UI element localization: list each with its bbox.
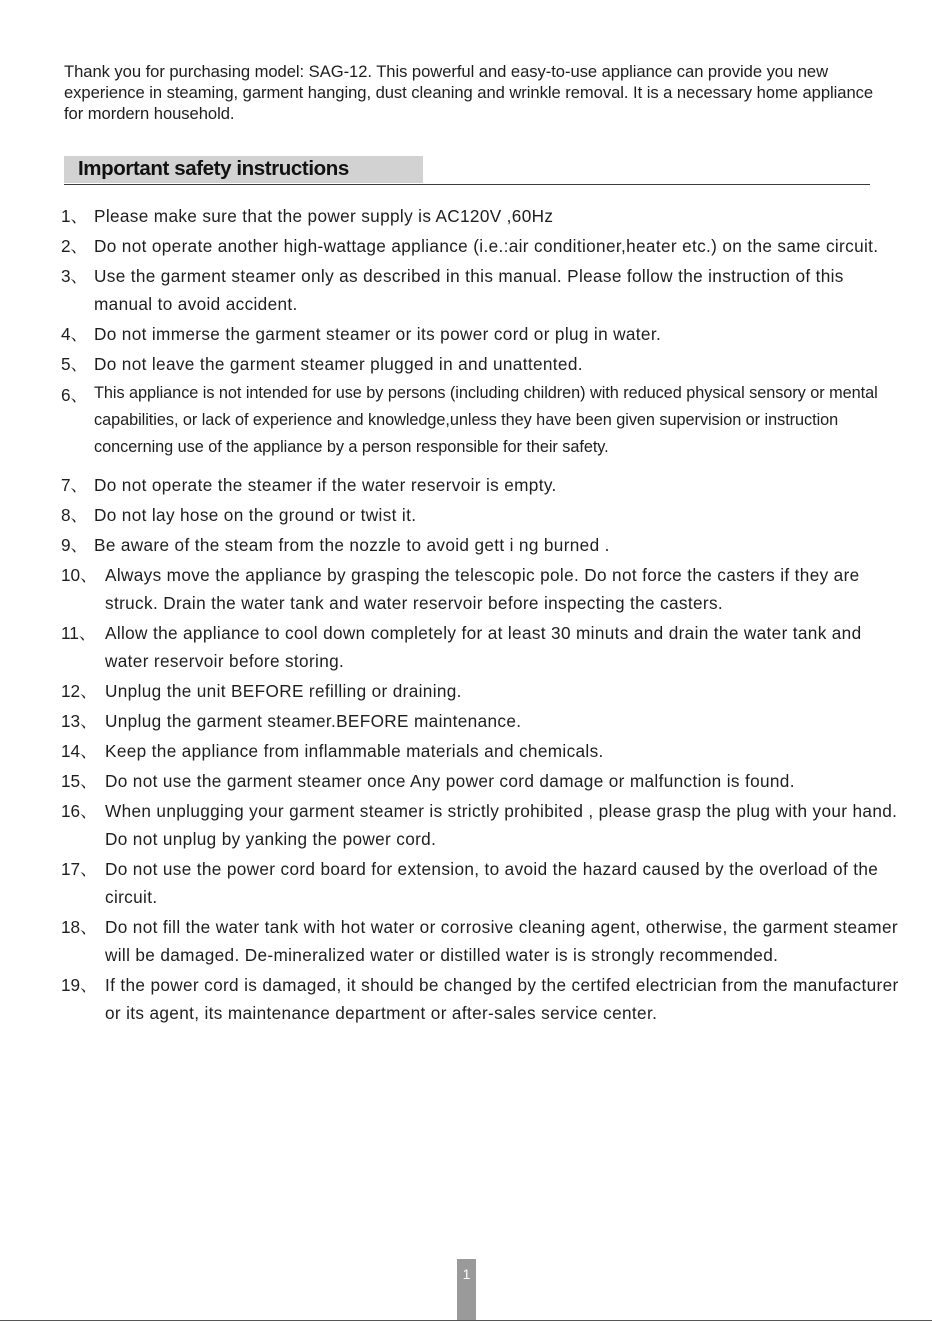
item-number: 3、 [61, 266, 88, 286]
item-number: 12、 [61, 681, 98, 701]
item-number: 16、 [61, 801, 98, 821]
item-number: 10、 [61, 565, 98, 585]
list-item [60, 913, 900, 969]
item-number: 15、 [61, 771, 98, 791]
item-text: Do not use the power cord board for extension, to avoid the hazard caused by the overload of the circuit. [105, 859, 879, 907]
item-number: 8、 [61, 505, 88, 525]
list-item [60, 707, 900, 735]
list-item [60, 971, 900, 1027]
item-text: Do not immerse the garment steamer or its power cord or plug in water. [94, 324, 662, 344]
list-item [60, 855, 900, 911]
item-text: Keep the appliance from inflammable materials and chemicals. [105, 741, 604, 761]
list-item [60, 320, 900, 348]
item-number: 17、 [61, 859, 98, 879]
item-number: 9、 [61, 535, 88, 555]
item-number: 19、 [61, 975, 98, 995]
list-item [60, 797, 900, 853]
item-text: Use the garment steamer only as described in this manual. Please follow the instruction of this manual to avoid accident. [94, 266, 844, 314]
item-text: Do not use the garment steamer once Any power cord damage or malfunction is found. [105, 771, 795, 791]
list-item [60, 380, 900, 461]
item-text: Do not operate another high-wattage appliance (i.e.:air conditioner,heater etc.) on the same circuit. [94, 236, 879, 256]
list-item [60, 737, 900, 765]
item-number: 2、 [61, 236, 88, 256]
list-item [60, 677, 900, 705]
safety-instructions-list [60, 202, 900, 1029]
item-number: 7、 [61, 475, 88, 495]
list-item [60, 232, 900, 260]
item-text: Do not operate the steamer if the water reservoir is empty. [94, 475, 557, 495]
item-text: Do not lay hose on the ground or twist it. [94, 505, 417, 525]
list-item [60, 471, 900, 499]
item-text: Unplug the garment steamer.BEFORE maintenance. [105, 711, 522, 731]
intro-paragraph: Thank you for purchasing model: SAG-12. This powerful and easy-to-use appliance can provide you new experience in steaming, garment hanging, dust cleaning and wrinkle removal. It is a necessary home appliance for mordern household. [64, 62, 874, 123]
section-title: Important safety instructions [78, 157, 349, 180]
section-header [64, 156, 870, 185]
list-item [60, 262, 900, 318]
item-text: Unplug the unit BEFORE refilling or draining. [105, 681, 462, 701]
page-number: 1 [457, 1259, 476, 1321]
list-item [60, 350, 900, 378]
list-item [60, 202, 900, 230]
item-text: If the power cord is damaged, it should be changed by the certifed electrician from the manufacturer or its agent, its maintenance department or after-sales service center. [105, 975, 899, 1023]
item-text: Please make sure that the power supply is AC120V ,60Hz [94, 206, 554, 226]
item-number: 1、 [61, 206, 88, 226]
item-text: Be aware of the steam from the nozzle to avoid gett i ng burned . [94, 535, 610, 555]
item-number: 14、 [61, 741, 98, 761]
item-text: Allow the appliance to cool down completely for at least 30 minuts and drain the water tank and water reservoir before storing. [105, 623, 862, 671]
item-text: Always move the appliance by grasping the telescopic pole. Do not force the casters if they are struck. Drain the water tank and water reservoir before inspecting the casters. [105, 565, 860, 613]
list-item [60, 619, 900, 675]
item-number: 5、 [61, 354, 88, 374]
item-text: This appliance is not intended for use by persons (including children) with reduced physical sensory or mental capabilities, or lack of experience and knowledge,unless they have been given supervision or instruction concerning use of the appliance by a person responsible for their safety. [94, 384, 878, 456]
item-number: 11、 [61, 623, 97, 643]
item-text: Do not leave the garment steamer plugged in and unattented. [94, 354, 583, 374]
item-number: 18、 [61, 917, 98, 937]
item-text: Do not fill the water tank with hot water or corrosive cleaning agent, otherwise, the garment steamer will be damaged. De-mineralized water or distilled water is is strongly recommended. [105, 917, 898, 965]
item-text: When unplugging your garment steamer is strictly prohibited , please grasp the plug with your hand. Do not unplug by yanking the power cord. [105, 801, 898, 849]
item-number: 6、 [61, 385, 88, 405]
list-item [60, 561, 900, 617]
list-item [60, 767, 900, 795]
list-item [60, 501, 900, 529]
item-number: 13、 [61, 711, 98, 731]
footer-divider [0, 1320, 932, 1321]
item-number: 4、 [61, 324, 88, 344]
list-item [60, 531, 900, 559]
